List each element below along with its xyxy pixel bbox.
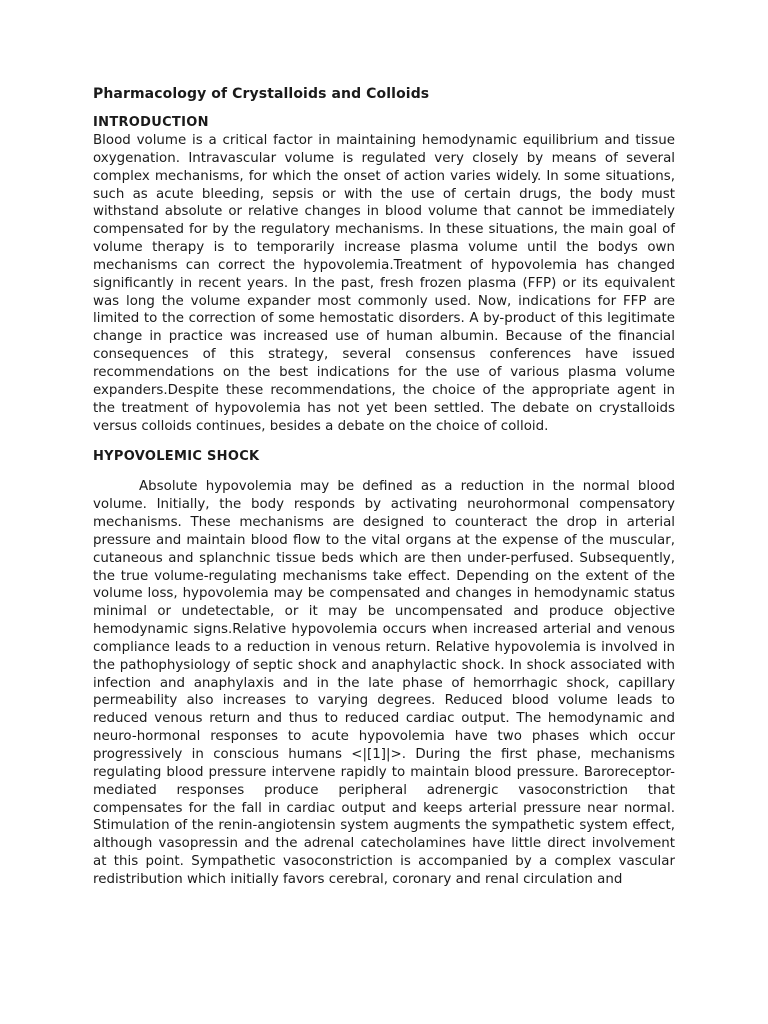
hypovolemic-shock-paragraph: Absolute hypovolemia may be defined as a reduction in the normal blood volume. Initially, the body responds by activating neurohormonal compensatory mechanisms. These mechanisms are designed to counteract the drop in arterial pressure and maintain blood flow to the vital organs at the expense of the muscular, cutaneous and splanchnic tissue beds which are then under-perfused. Subsequently, the true volume-regulating mechanisms take effect. Depending on the extent of the volume loss, hypovolemia may be compensated and changes in hemodynamic status minimal or undetectable, or it may be uncompensated and produce objective hemodynamic signs.Relative hypovolemia occurs when increased arterial and venous compliance leads to a reduction in venous return. Relative hypovolemia is involved in the pathophysiology of septic shock and anaphylactic shock. In shock associated with infection and anaphylaxis and in the late phase of hemorrhagic shock, capillary permeability also increases to varying degrees. Reduced blood volume leads to reduced venous return and thus to reduced cardiac output. The hemodynamic and neuro-hormonal responses to acute hypovolemia have two phases which occur progressively in conscious humans <|[1]|>. During the first phase, mechanisms regulating blood pressure intervene rapidly to maintain blood pressure. Baroreceptor-mediated responses produce peripheral adrenergic vasoconstriction that compensates for the fall in cardiac output and keeps arterial pressure near normal. Stimulation of the renin-angiotensin system augments the sympathetic system effect, although vasopressin and the adrenal catecholamines have little direct involvement at this point. Sympathetic vasoconstriction is accompanied by a complex vascular redistribution which initially favors cerebral, coronary and renal circulation and <box>93 479 675 887</box>
introduction-paragraph: Blood volume is a critical factor in maintaining hemodynamic equilibrium and tissue oxygenation. Intravascular volume is regulated very closely by means of several complex mechanisms, for which the onset of action varies widely. In some situations, such as acute bleeding, sepsis or with the use of certain drugs, the body must withstand absolute or relative changes in blood volume that cannot be immediately compensated for by the regulatory mechanisms. In these situations, the main goal of volume therapy is to temporarily increase plasma volume until the bodys own mechanisms can correct the hypovolemia.Treatment of hypovolemia has changed significantly in recent years. In the past, fresh frozen plasma (FFP) or its equivalent was long the volume expander most commonly used. Now, indications for FFP are limited to the correction of some hemostatic disorders. A by-product of this legitimate change in practice was increased use of human albumin. Because of the financial consequences of this strategy, several consensus conferences have issued recommendations on the best indications for the use of various plasma volume expanders.Despite these recommendations, the choice of the appropriate agent in the treatment of hypovolemia has not yet been settled. The debate on crystalloids versus colloids continues, besides a debate on the choice of colloid. <box>93 133 675 434</box>
document-title: Pharmacology of Crystalloids and Colloids <box>93 86 430 102</box>
section-heading-introduction: INTRODUCTION <box>93 115 209 130</box>
document-page <box>93 84 675 889</box>
section-heading-hypovolemic-shock: HYPOVOLEMIC SHOCK <box>93 449 260 465</box>
